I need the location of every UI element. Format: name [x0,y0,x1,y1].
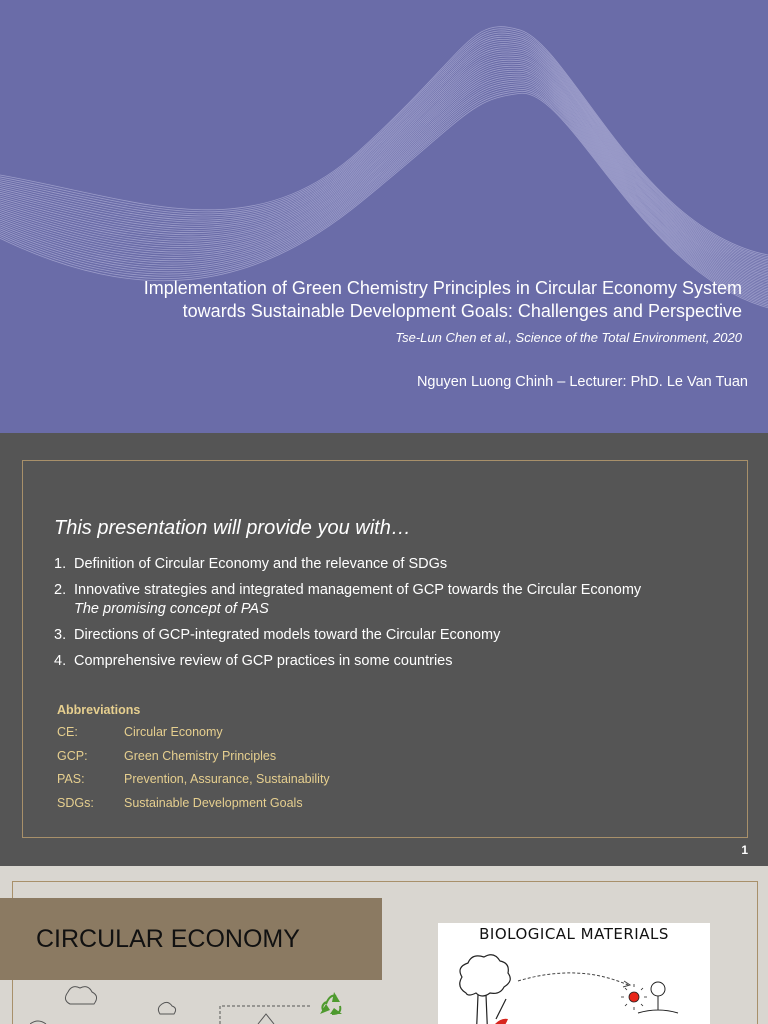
list-item-main-text: Comprehensive review of GCP practices in some countries [74,653,453,669]
abbreviation-row [57,796,330,820]
title-slide [0,0,768,433]
wave-lines-decoration [0,0,768,433]
abbreviation-value: Sustainable Development Goals [124,795,303,810]
list-item-number: 1. [54,556,67,572]
overview-list-item [54,652,734,671]
list-item-number: 4. [54,653,67,669]
overview-list [54,555,734,678]
title-line-2: towards Sustainable Development Goals: Challenges and Perspective [182,301,742,321]
abbreviation-key: SDGs: [57,795,94,810]
wave-line [0,60,768,280]
abbreviation-value: Green Chemistry Principles [124,748,277,763]
list-item-main-text: Directions of GCP-integrated models toward the Circular Economy [74,627,501,643]
list-item-main-text: Innovative strategies and integrated management of GCP towards the Circular Economy [74,582,642,598]
overview-slide [0,433,768,866]
overview-list-item [54,555,734,574]
abbreviation-value: Circular Economy [124,725,223,739]
wave-line [0,39,768,264]
overview-list-item [54,581,734,619]
list-item-text [74,652,453,671]
wave-line [0,41,768,266]
circular-economy-slide [0,866,768,1024]
page-number: 1 [741,843,748,857]
abbreviation-key: PAS: [57,772,85,786]
list-item-text [74,555,447,574]
bush-icon [158,1002,175,1014]
list-item-text [74,626,500,645]
sketch-icons-row [30,984,350,1024]
wave-line [0,56,768,277]
citation: Tse-Lun Chen et al., Science of the Total Environment, 2020 [395,330,742,345]
overview-heading: This presentation will provide you with… [54,517,411,539]
author-line: Nguyen Luong Chinh – Lecturer: PhD. Le Van Tuan [416,374,748,390]
abbreviation-row [57,725,330,749]
list-item-main-text: Definition of Circular Economy and the relevance of SDGs [74,556,448,572]
wave-line [0,62,768,282]
biological-materials-illustration [438,923,710,1024]
title-line-1: Implementation of Green Chemistry Principles in Circular Economy System [143,278,742,298]
cloud-tree-icon [65,987,96,1004]
abbreviation-row [57,749,330,773]
list-item-subtitle: The promising concept of PAS [74,601,269,617]
bio-materials-title: BIOLOGICAL MATERIALS [479,925,669,943]
recycle-icon [320,992,342,1014]
abbreviations-list [57,725,330,819]
abbreviation-key: CE: [57,725,78,739]
abbreviation-key: GCP: [57,748,88,763]
overview-list-item [54,626,734,645]
abbreviation-row [57,772,330,796]
red-material-icon [490,1019,508,1024]
presentation-title [42,277,742,323]
sun-icon [629,992,639,1002]
list-item-number: 3. [54,627,67,643]
house-icon [258,1014,274,1024]
abbreviation-value: Prevention, Assurance, Sustainability [124,772,330,786]
slide-title: CIRCULAR ECONOMY [36,925,300,953]
tree-icon [460,955,511,996]
list-item-text [74,581,641,619]
arrow-icon [518,973,628,985]
abbreviations-heading: Abbreviations [57,703,141,717]
list-item-number: 2. [54,582,67,598]
